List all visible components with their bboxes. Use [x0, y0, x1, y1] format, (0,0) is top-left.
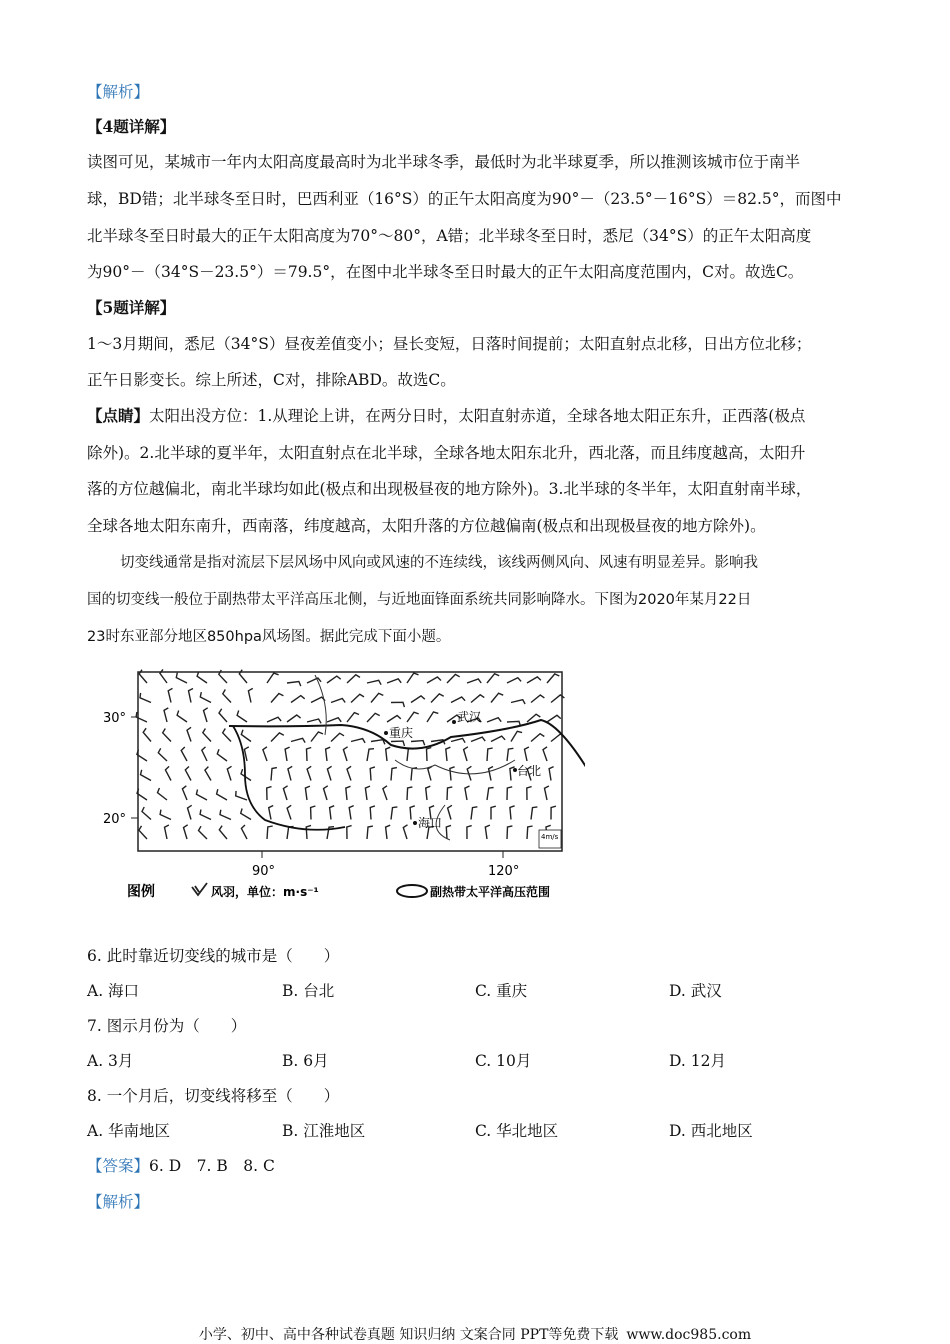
analysis-label: 【解析】 — [87, 83, 150, 101]
intro-line: 国的切变线一般位于副热带太平洋高压北侧，与近地面锋面系统共同影响降水。下图为2020年某月22日 — [87, 592, 752, 608]
footer-url[interactable]: www.doc985.com — [626, 1327, 752, 1343]
question-stem: 8. 一个月后，切变线将移至（ ） — [87, 1087, 340, 1105]
map-frame — [138, 672, 562, 851]
tip-line: 全球各地太阳东南升，西南落，纬度越高，太阳升落的方位越偏南(极点和出现极昼夜的地方除外)。 — [87, 517, 766, 535]
option-a[interactable]: A. 华南地区 — [87, 1122, 171, 1140]
option-d[interactable]: D. 12月 — [669, 1052, 726, 1070]
option-c[interactable]: C. 10月 — [475, 1052, 532, 1070]
intro-line: 23时东亚部分地区850hpa风场图。据此完成下面小题。 — [87, 629, 451, 645]
tip-label: 【点睛】 — [87, 406, 150, 425]
city-dot — [384, 731, 388, 735]
analysis-label: 【解析】 — [87, 1193, 150, 1211]
tip-line: 除外)。2.北半球的夏半年，太阳直射点在北半球，全球各地太阳东北升，西北落，而且纬度越高，太阳升 — [87, 444, 806, 462]
high-pressure-icon — [397, 885, 427, 897]
intro-line: 切变线通常是指对流层下层风场中风向或风速的不连续线，该线两侧风向、风速有明显差异。影响我 — [120, 555, 758, 571]
q4-line: 球，BD错；北半球冬至日时，巴西利亚（16°S）的正午太阳高度为90°－（23.5°－16°S）＝82.5°，而图中 — [87, 190, 842, 208]
option-a[interactable]: A. 海口 — [87, 982, 140, 1000]
question-stem: 7. 图示月份为（ ） — [87, 1017, 247, 1035]
tip-line — [87, 406, 805, 426]
lat-label: 20° — [103, 812, 127, 827]
q5-line: 1～3月期间，悉尼（34°S）昼夜差值变小；昼长变短，日落时间提前；太阳直射点北移，日出方位北移； — [87, 335, 812, 353]
tip-line: 落的方位越偏北，南北半球均如此(极点和出现极昼夜的地方除外)。3.北半球的冬半年，太阳直射南半球， — [87, 480, 812, 498]
option-c[interactable]: C. 重庆 — [475, 982, 528, 1000]
answer-label: 【答案】 — [87, 1157, 150, 1175]
footer-text: 小学、初中、高中各种试卷真题 知识归纳 文案合同 PPT等免费下载 — [198, 1327, 619, 1343]
lon-label: 120° — [488, 864, 520, 879]
lon-label: 90° — [252, 864, 276, 879]
tip-text: 太阳出没方位：1.从理论上讲，在两分日时，太阳直射赤道，全球各地太阳正东升，正西落(极点 — [149, 407, 806, 425]
wind-field-map — [95, 665, 585, 910]
city-label: 台北 — [517, 764, 542, 778]
option-b[interactable]: B. 江淮地区 — [282, 1122, 366, 1140]
legend-title: 图例 — [127, 884, 155, 900]
city-dot — [413, 821, 417, 825]
city-label: 武汉 — [457, 710, 482, 724]
legend-barb: 风羽，单位：m·s⁻¹ — [211, 885, 319, 899]
answer-line — [87, 1156, 275, 1176]
q5-line: 正午日影变长。综上所述，C对，排除ABD。故选C。 — [87, 371, 456, 389]
wind-barb-icon — [192, 883, 207, 895]
q4-line: 读图可见，某城市一年内太阳高度最高时为北半球冬季，最低时为北半球夏季，所以推测该城市位于南半 — [87, 153, 801, 171]
q5-heading: 【5题详解】 — [87, 298, 176, 317]
q4-line: 为90°－（34°S－23.5°）＝79.5°，在图中北半球冬至日时最大的正午太阳高度范围内，C对。故选C。 — [87, 263, 804, 281]
q4-heading: 【4题详解】 — [87, 117, 176, 136]
scale-label: 4m/s — [541, 833, 559, 841]
option-b[interactable]: B. 6月 — [282, 1052, 329, 1070]
city-label: 海口 — [418, 816, 443, 830]
option-a[interactable]: A. 3月 — [87, 1052, 134, 1070]
option-c[interactable]: C. 华北地区 — [475, 1122, 559, 1140]
question-stem: 6. 此时靠近切变线的城市是（ ） — [87, 947, 340, 965]
city-dot — [452, 720, 456, 724]
lat-label: 30° — [103, 711, 127, 726]
option-b[interactable]: B. 台北 — [282, 982, 335, 1000]
legend-high: 副热带太平洋高压范围 — [430, 885, 551, 899]
answer-text: 6. D 7. B 8. C — [149, 1157, 275, 1175]
city-label: 重庆 — [389, 726, 414, 740]
footer — [0, 1324, 950, 1344]
option-d[interactable]: D. 西北地区 — [669, 1122, 753, 1140]
option-d[interactable]: D. 武汉 — [669, 982, 722, 1000]
q4-line: 北半球冬至日时最大的正午太阳高度为70°～80°，A错；北半球冬至日时，悉尼（34°S）的正午太阳高度 — [87, 227, 812, 245]
